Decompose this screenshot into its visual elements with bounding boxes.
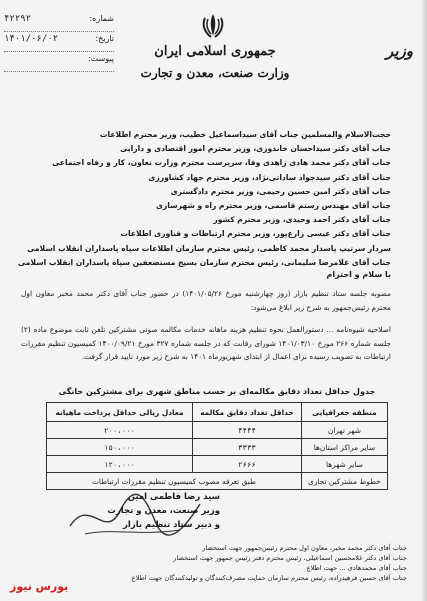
- recipient-line: جناب آقای دکتر احمد وحیدی، وزیر محترم کشور: [213, 215, 391, 225]
- meta-number: [4, 14, 114, 32]
- salutation: با سلام و احترام: [326, 270, 391, 279]
- header-rial: معادل ریالی حداقل پرداخت ماهیانه: [47, 403, 193, 422]
- signer-title: وزیر صنعت، معدن و تجارت: [107, 506, 220, 516]
- meta-number-label: شماره:: [89, 14, 114, 23]
- recipient-line: سردار سرتیپ پاسدار محمد کاظمی، رئیس محترم سازمان اطلاعات سپاه پاسداران انقلاب اسلامی: [27, 243, 391, 253]
- cell-region: سایر مراکز استان‌ها: [301, 439, 387, 456]
- table-row: [47, 422, 388, 439]
- header-minutes: حداقل تعداد دقایق مکالمه: [193, 403, 302, 422]
- table-header-row: [47, 403, 388, 422]
- signature-block: [100, 490, 220, 532]
- cell-region: شهر تهران: [301, 422, 387, 439]
- cell-commercial-note: طبق تعرفه مصوب کمیسیون تنظیم مقررات ارتباطات: [47, 473, 302, 490]
- signer-name: سید رضا فاطمی امین: [127, 492, 220, 502]
- recipient-list: [11, 128, 391, 270]
- tariff-table: [46, 402, 388, 490]
- cell-minutes: ۲۶۶۶: [193, 456, 302, 473]
- cell-region: سایر شهرها: [301, 456, 387, 473]
- recipient-line: جناب آقای دکتر محمد هادی زاهدی وفا، سرپرست محترم وزارت تعاون، کار و رفاه اجتماعی: [52, 158, 391, 168]
- meta-date: [4, 34, 114, 52]
- cc-line: جناب آقای دکتر غلامحسین اسماعیلی، رئیس محترم دفتر رئیس جمهور جهت استحضار: [173, 554, 407, 562]
- recipient-line: جناب آقای دکتر امین حسین رحیمی، وزیر محترم دادگستری: [170, 186, 391, 196]
- cc-line: جناب آقای دکتر محمد مخبر، معاون اول محترم رئیس‌جمهور جهت استحضار: [202, 544, 407, 552]
- letterhead-title: جمهوری اسلامی ایران: [154, 44, 276, 59]
- meta-attachment: [4, 54, 114, 72]
- source-watermark: بورس نیوز: [10, 580, 69, 593]
- letterhead-minister-label: وزیر: [386, 42, 413, 60]
- letterhead-ministry: وزارت صنعت، معدن و تجارت: [140, 66, 290, 80]
- cc-line: جناب آقای محمدهادی ... جهت اطلاع: [306, 564, 407, 572]
- recipient-line: جناب آقای مهندس رستم قاسمی، وزیر محترم راه و شهرسازی: [155, 201, 391, 211]
- cell-rial: ۲۰۰،۰۰۰: [47, 422, 193, 439]
- meta-date-value: ۱۴۰۱/۰۶/۰۲: [4, 34, 59, 44]
- letterhead: [0, 0, 427, 100]
- header-region: منطقه جغرافیایی: [301, 403, 387, 422]
- cc-list: [27, 543, 407, 583]
- signer-role: و دبیر ستاد تنظیم بازار: [123, 520, 220, 530]
- recipient-line: حجت‌الاسلام والمسلمین جناب آقای سیداسماعیل خطیب، وزیر محترم اطلاعات: [99, 130, 391, 139]
- recipient-line: جناب آقای غلامرضا سلیمانی، رئیس محترم سازمان بسیج مستضعفین سپاه پاسداران انقلاب اسلامی: [17, 257, 391, 267]
- letter-meta: [4, 14, 114, 74]
- table-row: [47, 456, 388, 473]
- table-title: جدول حداقل تعداد دقایق مکالمه‌ای بر حسب مناطق شهری برای مشترکین خانگی: [58, 387, 376, 396]
- cell-minutes: ۳۳۳۳: [193, 439, 302, 456]
- cell-rial: ۱۲۰،۰۰۰: [47, 456, 193, 473]
- meta-attachment-label: پیوست:: [87, 54, 114, 63]
- cell-minutes: ۴۴۴۴: [193, 422, 302, 439]
- cell-region: خطوط مشترکین تجاری: [301, 473, 387, 490]
- recipient-line: جناب آقای دکتر عیسی زارع‌پور، وزیر محترم ارتباطات و فناوری اطلاعات: [120, 229, 391, 239]
- meta-number-value: ۴۲۲۹۲: [4, 14, 32, 24]
- recipient-line: جناب آقای دکتر سیدجواد ساداتی‌نژاد، وزیر محترم جهاد کشاورزی: [148, 172, 391, 182]
- cell-rial: ۱۵۰،۰۰۰: [47, 439, 193, 456]
- meta-date-label: تاریخ:: [95, 34, 114, 43]
- iran-emblem-icon: [198, 12, 228, 40]
- body-paragraph: اصلاحیه شیوه‌نامه ... دستورالعمل نحوه تنظیم هزینه ماهانه خدمات مکالمه صوتی مشترکین تلفن ثابت موضوع ماده (۲) جلسه شماره ۲۶۶ مورخ ۱۴۰۱/۰۳/۱۰ شورای رقابت که در جلسه شماره ۳۲۷ مورخ ۱۴۰۰/۰۹/۲۱ کمیسیون تنظیم مقررات ارتباطات به تصویب رسیده برای اعمال از ابتدای شهریورماه ۱۴۰۱ به شرح زیر مورد تایید قرار گرفت.: [21, 325, 391, 361]
- body-paragraph: مصوبه جلسه ستاد تنظیم بازار (روز چهارشنبه مورخ ۱۴۰۱/۰۵/۲۶) در حضور جناب آقای دکتر محمد مخبر معاون اول محترم رئیس‌جمهور به شرح زیر ابلاغ می‌شود:: [21, 289, 392, 312]
- recipient-line: جناب آقای دکتر سیداحسان خاندوزی، وزیر محترم امور اقتصادی و دارایی: [120, 144, 391, 154]
- table-row: [47, 439, 388, 456]
- cc-line: جناب آقای حسین فرهیدزاده، رئیس محترم سازمان حمایت مصرف‌کنندگان و تولیدکنندگان جهت اطلاع: [131, 574, 407, 582]
